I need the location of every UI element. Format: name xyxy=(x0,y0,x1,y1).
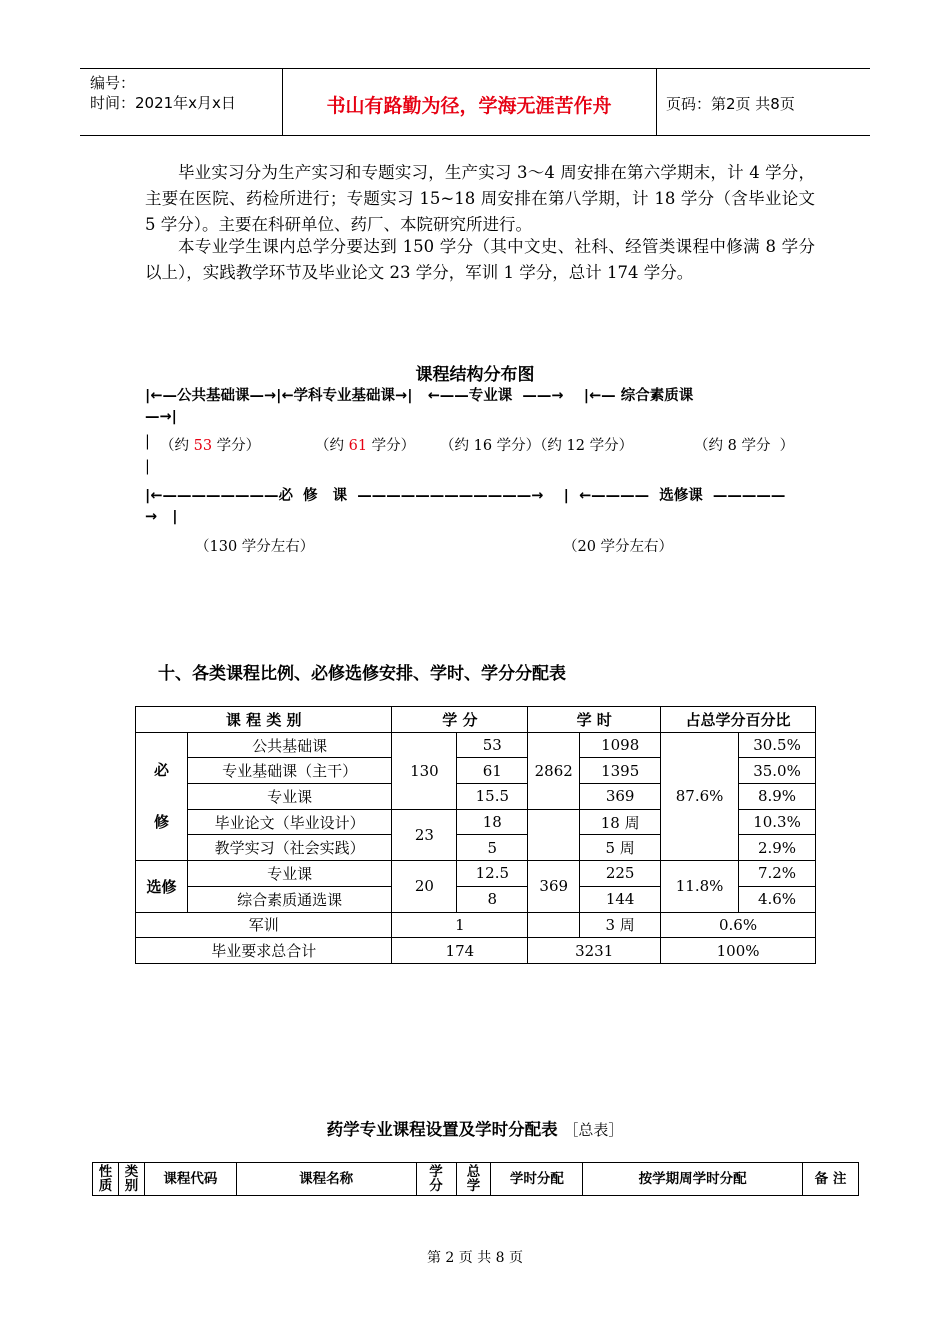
course-name: 专业课 xyxy=(187,861,392,887)
header-course-code: 课程代码 xyxy=(144,1163,236,1196)
header-divider xyxy=(656,69,657,135)
hours-value: 144 xyxy=(580,886,661,912)
header-weekly-hours: 按学期周学时分配 xyxy=(583,1163,803,1196)
diagram-major-credits: （约 16 学分）（约 12 学分） xyxy=(440,438,634,454)
total-percentage: 100% xyxy=(661,938,816,964)
diagram-elective-total: （20 学分左右） xyxy=(563,539,674,555)
paragraph-internship: 毕业实习分为生产实习和专题实习，生产实习 3～4 周安排在第六学期末，计 4 学分，主要在医院、药检所进行；专题实习 15~18 周安排在第八学期，计 18 学分（含毕业论文 5 学分）。主要在科研单位、药厂、本院研究所进行。 xyxy=(145,163,815,234)
header-type: 类 别 xyxy=(118,1163,144,1196)
course-table-tag: ［总表］ xyxy=(563,1121,624,1139)
elective-hours: 369 xyxy=(528,861,580,912)
document-number-label: 编号： xyxy=(90,74,136,92)
table-row-total xyxy=(136,938,816,964)
diagram-quality-credits: （约 8 学分 ） xyxy=(694,438,795,454)
document-date: 时间：2021年x月x日 xyxy=(90,94,236,112)
percentage-value: 10.3% xyxy=(739,809,816,835)
course-name: 专业基础课（主干） xyxy=(187,758,392,784)
hours-value: 369 xyxy=(580,784,661,810)
diagram-bar: | xyxy=(145,434,150,450)
percentage-value: 4.6% xyxy=(739,886,816,912)
diagram-basic-credits: （约 61 学分） xyxy=(315,438,416,454)
percentage-value: 8.9% xyxy=(739,784,816,810)
diagram-title: 课程结构分布图 xyxy=(415,365,535,385)
military-label: 军训 xyxy=(136,912,392,938)
page-header xyxy=(80,68,870,136)
header-meta xyxy=(90,73,236,113)
required-course-hours: 2862 xyxy=(528,732,580,809)
course-name: 教学实习（社会实践） xyxy=(187,835,392,861)
hours-value: 225 xyxy=(580,861,661,887)
credit-value: 5 xyxy=(457,835,528,861)
credit-value: 18 xyxy=(457,809,528,835)
public-credit-value: 53 xyxy=(193,438,213,454)
total-hours: 3231 xyxy=(528,938,661,964)
percentage-value: 35.0% xyxy=(739,758,816,784)
header-credit: 学 分 xyxy=(416,1163,456,1196)
header-nature: 性 质 xyxy=(93,1163,119,1196)
table-row-military xyxy=(136,912,816,938)
course-name: 综合素质通选课 xyxy=(187,886,392,912)
header-course-name: 课程名称 xyxy=(236,1163,416,1196)
course-name: 专业课 xyxy=(187,784,392,810)
header-category: 课 程 类 别 xyxy=(136,707,392,733)
header-percentage: 占总学分百分比 xyxy=(661,707,816,733)
header-hours: 学 时 xyxy=(528,707,661,733)
percentage-value: 30.5% xyxy=(739,732,816,758)
course-name: 毕业论文（毕业设计） xyxy=(187,809,392,835)
required-category: 必 修 xyxy=(136,732,188,860)
required-percentage: 87.6% xyxy=(661,732,739,860)
elective-percentage: 11.8% xyxy=(661,861,739,912)
hours-value: 1395 xyxy=(580,758,661,784)
credit-value: 61 xyxy=(457,758,528,784)
total-credit: 174 xyxy=(392,938,528,964)
percentage-value: 2.9% xyxy=(739,835,816,861)
course-table-title xyxy=(0,1116,950,1140)
diagram-course-row-wrap: —→| xyxy=(145,409,177,425)
practice-credit: 23 xyxy=(392,809,457,860)
course-setup-table xyxy=(92,1162,859,1196)
credit-value: 15.5 xyxy=(457,784,528,810)
header-page-info: 页码：第2页 共8页 xyxy=(666,95,795,113)
page-footer: 第 2 页 共 8 页 xyxy=(426,1250,524,1266)
total-label: 毕业要求总合计 xyxy=(136,938,392,964)
credit-value: 12.5 xyxy=(457,861,528,887)
military-hours: 3 周 xyxy=(580,912,661,938)
basic-credit-value: 61 xyxy=(348,438,368,454)
diagram-required-row: |←————————必 修 课 ————————————→ | ←———— 选修课 ————— xyxy=(145,488,786,504)
section-title: 十、各类课程比例、必修选修安排、学时、学分分配表 xyxy=(158,664,566,684)
elective-credit: 20 xyxy=(392,861,457,912)
diagram-course-row: |←—公共基础课—→|←学科专业基础课→| ←——专业课 ——→ |←— 综合素质课 xyxy=(145,388,694,404)
header-hour-allocation: 学时分配 xyxy=(491,1163,583,1196)
military-percentage: 0.6% xyxy=(661,912,816,938)
credit-value: 8 xyxy=(457,886,528,912)
hours-value: 5 周 xyxy=(580,835,661,861)
diagram-required-row-wrap: → | xyxy=(145,509,178,525)
diagram-bar: | xyxy=(145,459,150,475)
header-credits: 学 分 xyxy=(392,707,528,733)
required-course-credit: 130 xyxy=(392,732,457,809)
course-table-title-text: 药学专业课程设置及学时分配表 xyxy=(326,1120,558,1139)
course-table-header xyxy=(93,1163,859,1196)
practice-hours-empty xyxy=(528,809,580,860)
credit-distribution-table xyxy=(135,706,816,964)
header-remarks: 备 注 xyxy=(803,1163,859,1196)
course-name: 公共基础课 xyxy=(187,732,392,758)
table-header-row xyxy=(136,707,816,733)
percentage-value: 7.2% xyxy=(739,861,816,887)
military-hours-empty xyxy=(528,912,580,938)
table-row xyxy=(136,861,816,887)
diagram-public-credits: （约 53 学分） xyxy=(160,438,261,454)
header-motto: 书山有路勤为径，学海无涯苦作舟 xyxy=(326,95,612,117)
hours-value: 1098 xyxy=(580,732,661,758)
paragraph-credits: 本专业学生课内总学分要达到 150 学分（其中文史、社科、经管类课程中修满 8 学分以上），实践教学环节及毕业论文 23 学分，军训 1 学分，总计 174 学分。 xyxy=(145,237,815,282)
elective-category: 选修 xyxy=(136,861,188,912)
hours-value: 18 周 xyxy=(580,809,661,835)
header-total-hours: 总 学 xyxy=(456,1163,491,1196)
table-row xyxy=(136,732,816,758)
diagram-required-total: （130 学分左右） xyxy=(195,539,315,555)
credit-value: 53 xyxy=(457,732,528,758)
military-credit: 1 xyxy=(392,912,528,938)
